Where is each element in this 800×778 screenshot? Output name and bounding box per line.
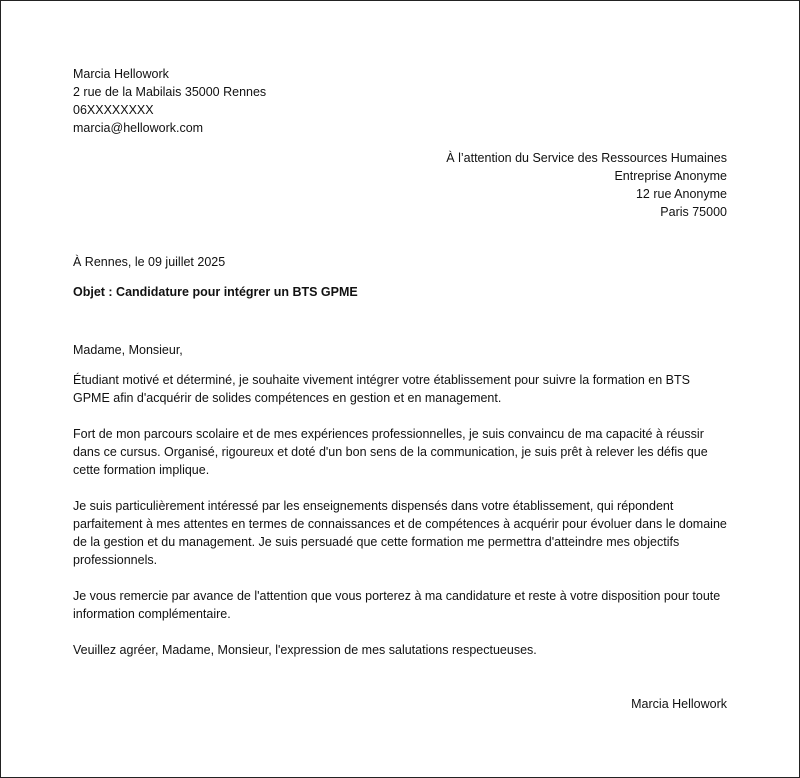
date-line: À Rennes, le 09 juillet 2025 [73, 255, 226, 269]
subject-line: Objet : Candidature pour intégrer un BTS GPME [73, 285, 358, 299]
sender-block [73, 65, 266, 137]
letter-body [73, 371, 729, 677]
body-paragraph: Étudiant motivé et déterminé, je souhaite vivement intégrer votre établissement pour suivre la formation en BTS GPME afin d'acquérir de solides compétences en gestion et en management. [73, 373, 690, 405]
signature: Marcia Hellowork [631, 697, 727, 711]
sender-address: 2 rue de la Mabilais 35000 Rennes [73, 85, 267, 99]
sender-name: Marcia Hellowork [73, 67, 169, 81]
greeting: Madame, Monsieur, [73, 343, 183, 357]
sender-phone: 06XXXXXXXX [73, 103, 154, 117]
sender-email: marcia@hellowork.com [73, 121, 204, 135]
body-paragraph: Je suis particulièrement intéressé par les enseignements dispensés dans votre établissement, qui répondent parfaitement à mes attentes en termes de connaissances et de compétences à acquérir pour évoluer dans le domaine de la gestion et du management. Je suis persuadé que cette formation me permettra d'atteindre mes objectifs professionnels. [73, 499, 727, 567]
body-paragraph: Fort de mon parcours scolaire et de mes expériences professionnelles, je suis convaincu de ma capacité à réussir dans ce cursus. Organisé, rigoureux et doté d'un bon sens de la communication, je suis prêt à relever les défis que cette formation implique. [73, 427, 708, 477]
body-paragraph: Je vous remercie par avance de l'attention que vous porterez à ma candidature et reste à votre disposition pour toute information complémentaire. [73, 589, 721, 621]
recipient-city: Paris 75000 [660, 205, 727, 219]
recipient-company: Entreprise Anonyme [614, 169, 727, 183]
recipient-attention: À l’attention du Service des Ressources Humaines [446, 151, 727, 165]
closing-paragraph: Veuillez agréer, Madame, Monsieur, l'expression de mes salutations respectueuses. [73, 643, 537, 657]
recipient-block [446, 149, 727, 221]
recipient-street: 12 rue Anonyme [635, 187, 727, 201]
